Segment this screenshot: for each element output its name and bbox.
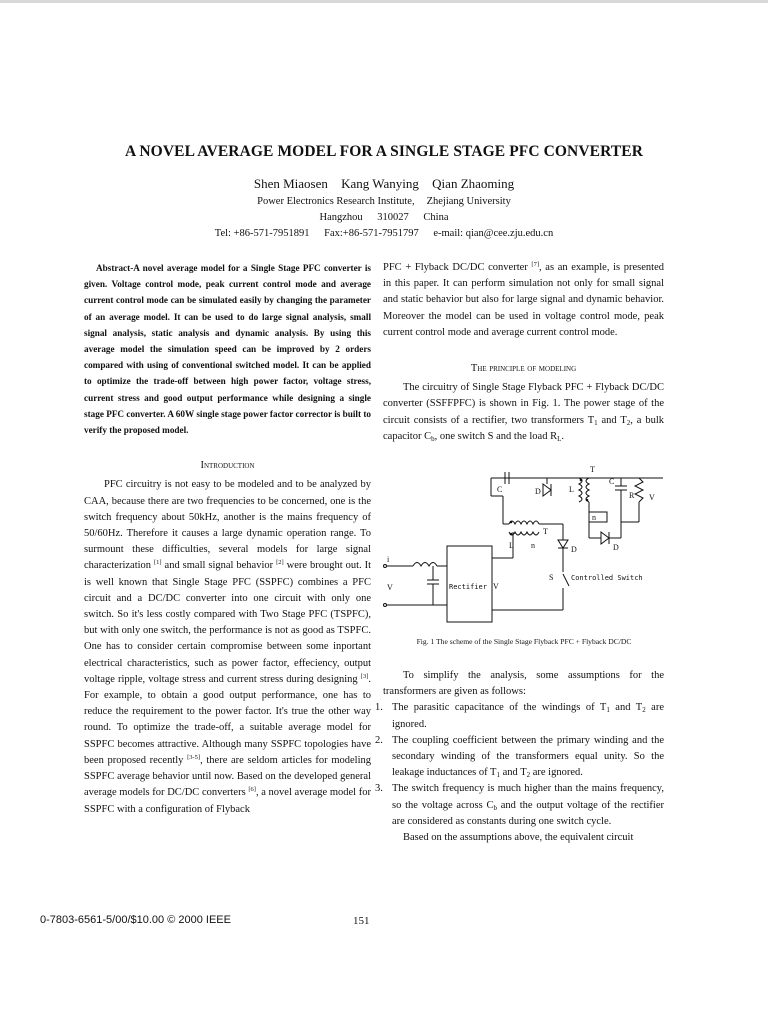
university: Zhejiang University [426,196,511,207]
affiliation-line [0,196,768,207]
section-heading-principle: The principle of modeling [470,363,577,375]
institute: Power Electronics Research Institute, [257,196,415,207]
principle-paragraph: The circuitry of Single Stage Flyback PFC + Flyback DC/DC converter (SSFFPFC) is shown in Fig. 1. The power stage of the circuit consists of a rectifier, two transformers $T_1$ and $T_2$, a bulk capacitor $C_b$, one switch S and the load $R_L$. [383,382,664,443]
copyright-line: 0-7803-6561-5/00/$10.00 © 2000 IEEE [40,914,231,926]
telephone: Tel: +86-571-7951891 [214,228,310,239]
n2-label: n [592,513,596,522]
assumption-item: 3. The switch frequency is much higher than the mains frequency, so the voltage across $C_b$ and the output voltage of the rectifier are considered as constants during one switch cycle. [375,783,665,827]
c-label: C [609,477,615,486]
transformer-t2-primary [579,478,582,502]
rectifier-label: Rectifier [449,583,487,591]
n1-label: n [531,541,535,550]
right-column-top [383,260,664,445]
section-heading-introduction: Introduction [200,460,255,472]
introduction-paragraph: PFC circuitry is not easy to be modeled and to be analyzed by CAA, because there are two frequencies to be concerned, one is the switch frequency about 50kHz, another is the mains frequency of 50/60Hz. Therefore it causes a large dynamic operation range. To surmount these difficulties, several models for large signal characterization [1] and small signal behavior [2] were brought out. It is well known that Single Stage PFC (SSPFC) combines a PFC circuit and a DC/DC converter into one circuit with only one switch. So it's less costly compared with Two Stage PFC (TSPFC), but with only one switch, the performance is not as good as TSPFC. One has to consider certain compromise between some inportant electrical characteristics, such as power factor, effeciency, output voltage ripple, voltage stress and current stress during designing [3]. For example, to obtain a good output performance, one has to reduce the requirement to the power factor. It's true the other way round. To optimize the trade-off, a suitable average model for SSPFC becomes attractive. Although many SSPFC topologies have been proposed recently [3-5], there are seldom articles for modeling SSPFC average behavior until now. Based on the developed general average models for DC/DC converters [6], a novel average model for SSPFC with a configuration of Flyback [84,479,371,815]
figure-caption: Fig. 1 The scheme of the Single Stage Flyback PFC + Flyback DC/DC [416,637,632,646]
transformer-t1-primary [509,521,539,524]
author-name: Shen Miaosen [253,176,328,191]
circuit-figure [383,462,664,624]
transformer-t2-secondary [586,478,589,502]
postcode: 310027 [377,212,409,223]
vin-label: V [387,583,393,592]
citation: [7] [531,261,540,268]
d1-label: D [535,487,541,496]
lm2-label: L [569,485,574,494]
v1-label: V [493,582,499,591]
email: e-mail: qian@cee.zju.edu.cn [433,228,554,239]
citation: [6] [248,786,256,794]
s-label: S [549,573,554,582]
diode-d1 [543,484,551,496]
iin-label: i [387,555,390,564]
vo-label: V [649,493,655,502]
assumption-item: 2. The coupling coefficient between the primary winding and the secondary winding of the transformers equal unity. So the leakage inductances of $T_1$ and $T_2$ are ignored. [375,734,664,780]
load-resistor [635,478,643,502]
diode-d-out [601,532,609,544]
fax: Fax:+86-571-7951797 [324,228,419,239]
t1-label: T [543,527,548,536]
input-inductor [413,563,437,567]
city: Hangzhou [319,212,363,223]
author-name: Qian Zhaoming [432,176,515,191]
equivalent-circuit-paragraph: Based on the assumptions above, the equivalent circuit [403,832,634,844]
page-top-edge [0,0,768,3]
author-list [0,176,768,192]
author-name: Kang Wanying [341,176,419,191]
citation: [3] [360,672,369,680]
contact-line [0,228,768,239]
country: China [423,212,449,223]
assumptions-intro: To simplify the analysis, some assumptions for the transformers are given as follows: [383,670,664,698]
address-line [0,212,768,223]
continuation-paragraph: PFC + Flyback DC/DC converter [7], as an example, is presented in this paper. It can perform simulation not only for small signal and static behavior but also for large signal and dynamic behavior. Moreover the model can be used in voltage control mode, peak current control mode and average current control mode. [383,261,664,338]
diode-d2 [558,540,568,548]
citation: [2] [276,559,284,567]
lm1-label: L [509,541,514,550]
cb-label: C [497,485,503,494]
circuit-schematic [383,462,664,624]
paper-title: A NOVEL AVERAGE MODEL FOR A SINGLE STAGE PFC CONVERTER [124,143,644,160]
abstract: Abstract-A novel average model for a Single Stage PFC converter is given. Voltage control mode, peak current control mode and average current control mode can be simulated easily by changing the parameter of an average model. It can be used to do large signal analysis, small signal analysis, static analysis and dynamic analysis. By using this average model the simulation speed can be improved by 2 orders compared with using of conventional switched model. It can be applied to optimize the trade-off between high power factor, voltage stress, current stress and good output performance while designing a single stage PFC converter. A 60W single stage power factor corrector is built to verify the proposed model. [84,263,371,436]
controlled-switch-label: Controlled Switch [571,574,643,582]
assumption-item: 1. The parasitic capacitance of the windings of $T_1$ and $T_2$ are ignored. [375,702,664,730]
citation: [3-5] [187,753,201,761]
d-out-label: D [613,543,619,552]
citation: [1] [154,559,162,567]
left-column [84,260,371,818]
right-column-bottom [375,668,665,846]
d2-label: D [571,545,577,554]
page-number: 151 [353,915,370,927]
t2-label: T [590,465,595,474]
rl-label: R [629,491,635,500]
